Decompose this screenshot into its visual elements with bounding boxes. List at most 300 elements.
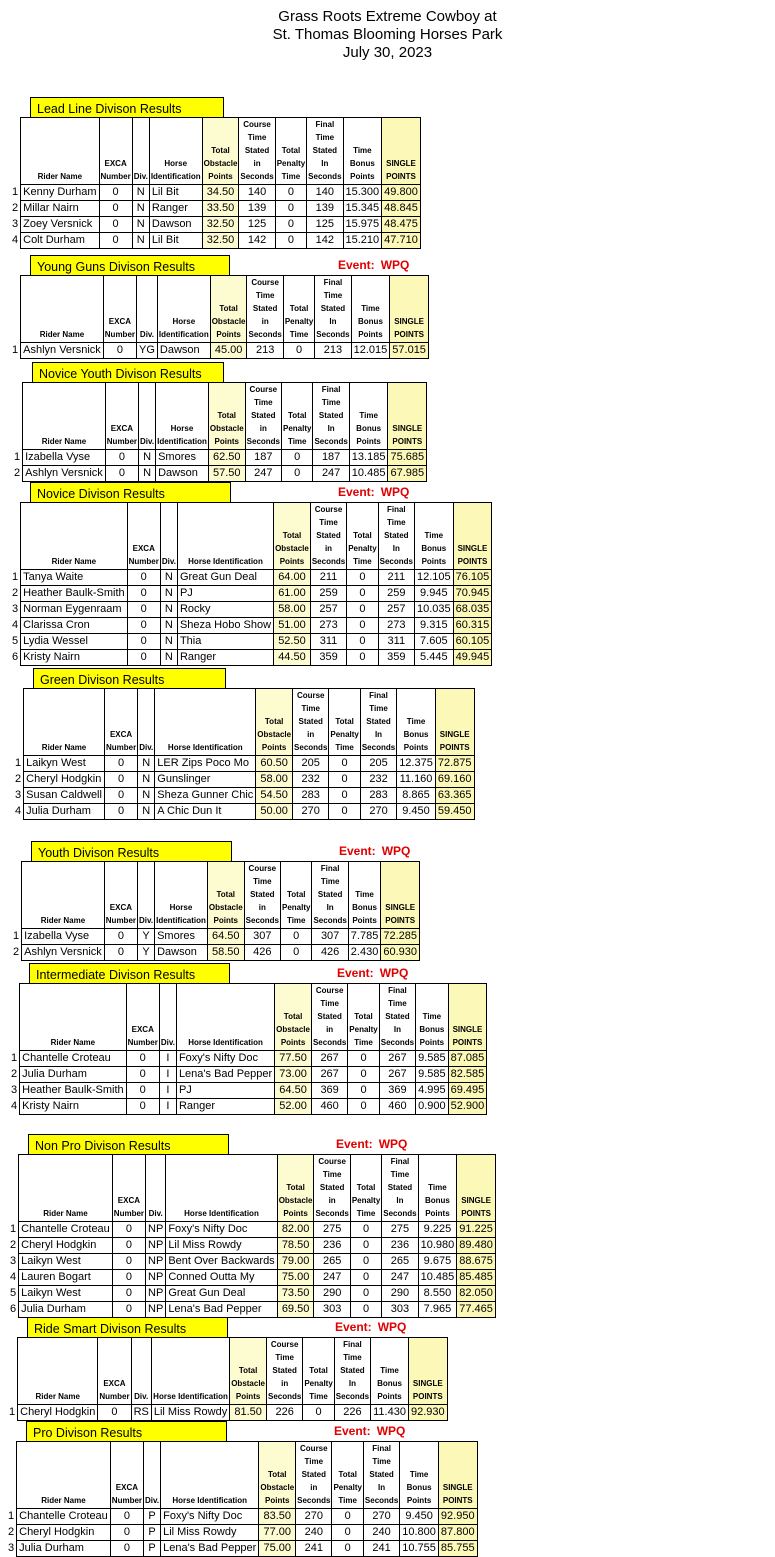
division-cell: N — [160, 618, 177, 634]
total-penalty-time-header: Total Penalty Time — [275, 118, 306, 185]
course-time-header: Course Time Stated in Seconds — [239, 118, 275, 185]
division-cell: N — [138, 772, 155, 788]
row-number-header — [4, 1155, 19, 1222]
event-prefix: Event: — [339, 844, 376, 858]
table-row — [5, 1067, 487, 1083]
placing-cell: 4 — [10, 1271, 17, 1283]
event-label — [337, 966, 408, 980]
total-obstacle-points-cell: 58.00 — [274, 602, 311, 618]
total-obstacle-points-cell: 52.50 — [274, 634, 311, 650]
table-row — [6, 185, 420, 201]
course-time-cell: 267 — [311, 1051, 347, 1067]
rider-name-cell: Julia Durham — [17, 1541, 111, 1557]
table-header-row — [9, 689, 474, 756]
total-penalty-time-header: Total Penalty Time — [348, 984, 379, 1051]
placing-cell: 1 — [12, 186, 19, 198]
horse-identification-cell: Thia — [177, 634, 273, 650]
total-penalty-time-cell: 0 — [283, 343, 314, 359]
single-points-cell: 77.465 — [457, 1302, 496, 1318]
total-penalty-time-cell: 0 — [281, 929, 312, 945]
final-time-cell: 267 — [379, 1051, 415, 1067]
placing-cell: 1 — [8, 1510, 15, 1522]
table-row — [7, 945, 419, 961]
total-obstacle-points-header: Total Obstacle Points — [277, 1155, 314, 1222]
horse-identification-cell: Bent Over Backwards — [166, 1254, 277, 1270]
exca-number-cell: 0 — [126, 1083, 159, 1099]
time-bonus-points-cell: 9.675 — [418, 1254, 457, 1270]
rider-name-cell: Izabella Vyse — [23, 450, 106, 466]
exca-number-cell: 0 — [110, 1509, 143, 1525]
total-obstacle-points-cell: 81.50 — [230, 1405, 267, 1421]
rider-name-cell: Chantelle Croteau — [19, 1222, 113, 1238]
placing-cell: 4 — [12, 619, 19, 631]
single-points-cell: 47.710 — [382, 233, 421, 249]
division-header: Div. — [137, 276, 158, 343]
total-penalty-time-cell: 0 — [350, 1270, 381, 1286]
total-penalty-time-cell: 0 — [347, 634, 378, 650]
final-time-cell: 211 — [378, 570, 414, 586]
division-cell: N — [132, 217, 149, 233]
total-penalty-time-cell: 0 — [329, 772, 360, 788]
division-title: Intermediate Divison Results — [29, 963, 230, 983]
event-label — [336, 1137, 407, 1151]
course-time-cell: 139 — [239, 201, 275, 217]
time-bonus-points-cell: 15.975 — [343, 217, 382, 233]
placing-cell: 4 — [11, 1100, 18, 1112]
placing-cell: 1 — [9, 1406, 16, 1418]
exca-number-cell: 0 — [99, 201, 132, 217]
single-points-cell: 72.875 — [435, 756, 474, 772]
horse-identification-cell: PJ — [176, 1083, 274, 1099]
single-points-cell: 85.755 — [438, 1541, 477, 1557]
division-cell: NP — [146, 1238, 166, 1254]
final-time-cell: 247 — [313, 466, 349, 482]
single-points-cell: 87.085 — [448, 1051, 487, 1067]
course-time-header: Course Time Stated in Seconds — [296, 1442, 332, 1509]
single-points-cell: 59.450 — [435, 804, 474, 820]
division-cell: NP — [146, 1222, 166, 1238]
rider-name-cell: Colt Durham — [21, 233, 99, 249]
single-points-cell: 85.485 — [457, 1270, 496, 1286]
table-row — [6, 634, 492, 650]
final-time-cell: 273 — [378, 618, 414, 634]
rider-name-cell: Kenny Durham — [21, 185, 99, 201]
single-points-cell: 68.035 — [453, 602, 492, 618]
placing-cell: 1 — [11, 1052, 18, 1064]
rider-name-cell: Laikyn West — [24, 756, 105, 772]
division-cell: Y — [138, 945, 155, 961]
division-cell: N — [160, 634, 177, 650]
exca-number-cell: 0 — [112, 1270, 145, 1286]
course-time-cell: 265 — [314, 1254, 350, 1270]
course-time-cell: 187 — [245, 450, 281, 466]
table-row — [5, 1051, 487, 1067]
exca-number-cell: 0 — [104, 788, 137, 804]
results-table — [8, 382, 427, 482]
course-time-header: Course Time Stated in Seconds — [310, 503, 346, 570]
time-bonus-points-cell: 15.210 — [343, 233, 382, 249]
course-time-header: Course Time Stated in Seconds — [244, 862, 280, 929]
horse-identification-cell: Foxy's Nifty Doc — [176, 1051, 274, 1067]
placing-cell: 1 — [13, 930, 20, 942]
placing-cell: 3 — [12, 603, 19, 615]
total-obstacle-points-cell: 54.50 — [256, 788, 293, 804]
time-bonus-points-cell: 13.185 — [349, 450, 388, 466]
horse-identification-cell: Great Gun Deal — [177, 570, 273, 586]
placing-cell: 2 — [10, 1239, 17, 1251]
table-row — [6, 233, 420, 249]
final-time-header: Final Time Stated In Seconds — [334, 1338, 370, 1405]
final-time-header: Final Time Stated In Seconds — [307, 118, 343, 185]
event-value: WPQ — [378, 1137, 408, 1151]
table-header-row — [8, 383, 427, 450]
division-title: Novice Divison Results — [30, 482, 231, 502]
course-time-header: Course Time Stated in Seconds — [247, 276, 283, 343]
single-points-cell: 89.480 — [457, 1238, 496, 1254]
division-cell: I — [159, 1083, 176, 1099]
table-header-row — [2, 1442, 477, 1509]
row-number-header — [6, 503, 21, 570]
placing-cell: 2 — [14, 467, 21, 479]
total-penalty-time-cell: 0 — [350, 1222, 381, 1238]
total-obstacle-points-header: Total Obstacle Points — [275, 984, 312, 1051]
exca-number-cell: 0 — [105, 466, 138, 482]
table-row — [6, 343, 428, 359]
total-obstacle-points-cell: 60.50 — [256, 756, 293, 772]
final-time-cell: 267 — [379, 1067, 415, 1083]
total-obstacle-points-header: Total Obstacle Points — [274, 503, 311, 570]
time-bonus-points-header: Time Bonus Points — [348, 862, 381, 929]
course-time-cell: 426 — [244, 945, 280, 961]
table-row — [4, 1286, 495, 1302]
horse-identification-cell: Lil Miss Rowdy — [161, 1525, 259, 1541]
total-penalty-time-cell: 0 — [350, 1254, 381, 1270]
final-time-cell: 240 — [363, 1525, 399, 1541]
placing-cell: 1 — [10, 1223, 17, 1235]
final-time-cell: 303 — [382, 1302, 418, 1318]
horse-identification-cell: Foxy's Nifty Doc — [166, 1222, 277, 1238]
placing-cell: 3 — [12, 218, 19, 230]
final-time-cell: 226 — [334, 1405, 370, 1421]
table-header-row — [7, 862, 419, 929]
final-time-cell: 369 — [379, 1083, 415, 1099]
placing-cell: 1 — [15, 757, 22, 769]
placing-cell: 1 — [12, 344, 19, 356]
division-cell: P — [144, 1541, 161, 1557]
final-time-cell: 359 — [378, 650, 414, 666]
final-time-cell: 307 — [312, 929, 348, 945]
table-row — [2, 1509, 477, 1525]
horse-identification-cell: Smores — [156, 450, 209, 466]
course-time-cell: 241 — [296, 1541, 332, 1557]
course-time-cell: 460 — [311, 1099, 347, 1115]
division-cell: N — [139, 450, 156, 466]
table-row — [5, 1083, 487, 1099]
header-line-3: July 30, 2023 — [342, 44, 433, 61]
placing-cell: 2 — [11, 1068, 18, 1080]
course-time-cell: 211 — [310, 570, 346, 586]
exca-number-cell: 0 — [126, 1099, 159, 1115]
rider-name-cell: Cheryl Hodgkin — [24, 772, 105, 788]
final-time-header: Final Time Stated In Seconds — [378, 503, 414, 570]
rider-name-header: Rider Name — [19, 1155, 113, 1222]
results-table — [3, 1337, 448, 1421]
rider-name-header: Rider Name — [20, 984, 127, 1051]
division-header: Div. — [139, 383, 156, 450]
placing-cell: 4 — [15, 805, 22, 817]
table-row — [7, 929, 419, 945]
time-bonus-points-header: Time Bonus Points — [371, 1338, 409, 1405]
total-penalty-time-header: Total Penalty Time — [332, 1442, 363, 1509]
rider-name-cell: Norman Eygenraam — [21, 602, 128, 618]
table-row — [2, 1525, 477, 1541]
total-obstacle-points-cell: 32.50 — [202, 217, 239, 233]
rider-name-cell: Heather Baulk-Smith — [21, 586, 128, 602]
total-penalty-time-header: Total Penalty Time — [281, 862, 312, 929]
table-row — [6, 650, 492, 666]
total-obstacle-points-cell: 78.50 — [277, 1238, 314, 1254]
single-points-cell: 60.930 — [381, 945, 420, 961]
exca-number-cell: 0 — [99, 233, 132, 249]
table-row — [6, 201, 420, 217]
course-time-cell: 270 — [293, 804, 329, 820]
rider-name-cell: Kristy Nairn — [20, 1099, 127, 1115]
horse-identification-header: Horse Identification — [177, 503, 273, 570]
course-time-cell: 213 — [247, 343, 283, 359]
horse-identification-cell: Gunslinger — [155, 772, 256, 788]
time-bonus-points-cell: 10.800 — [400, 1525, 439, 1541]
division-header: Div. — [144, 1442, 161, 1509]
time-bonus-points-cell: 7.785 — [348, 929, 381, 945]
total-penalty-time-cell: 0 — [348, 1051, 379, 1067]
event-prefix: Event: — [337, 966, 374, 980]
division-cell: P — [144, 1525, 161, 1541]
event-value: WPQ — [376, 1424, 406, 1438]
time-bonus-points-cell: 9.945 — [414, 586, 453, 602]
division-cell: N — [132, 201, 149, 217]
division-cell: N — [138, 804, 155, 820]
placing-cell: 5 — [10, 1287, 17, 1299]
division-cell: N — [132, 233, 149, 249]
time-bonus-points-cell: 9.450 — [400, 1509, 439, 1525]
final-time-cell: 460 — [379, 1099, 415, 1115]
final-time-cell: 426 — [312, 945, 348, 961]
horse-identification-cell: Lil Miss Rowdy — [166, 1238, 277, 1254]
results-table — [6, 275, 429, 359]
division-cell: N — [160, 650, 177, 666]
table-row — [4, 1222, 495, 1238]
rider-name-cell: Ashlyn Versnick — [21, 343, 104, 359]
division-cell: I — [159, 1099, 176, 1115]
division-header: Div. — [146, 1155, 166, 1222]
exca-number-cell: 0 — [126, 1067, 159, 1083]
final-time-header: Final Time Stated In Seconds — [313, 383, 349, 450]
rider-name-header: Rider Name — [23, 383, 106, 450]
horse-identification-cell: Lil Bit — [149, 233, 202, 249]
total-penalty-time-cell: 0 — [348, 1099, 379, 1115]
total-obstacle-points-header: Total Obstacle Points — [230, 1338, 267, 1405]
course-time-cell: 270 — [296, 1509, 332, 1525]
single-points-cell: 52.900 — [448, 1099, 487, 1115]
final-time-cell: 142 — [307, 233, 343, 249]
course-time-cell: 236 — [314, 1238, 350, 1254]
rider-name-cell: Tanya Waite — [21, 570, 128, 586]
event-value: WPQ — [380, 485, 410, 499]
total-penalty-time-cell: 0 — [347, 618, 378, 634]
exca-number-cell: 0 — [126, 1051, 159, 1067]
exca-number-cell: 0 — [104, 804, 137, 820]
exca-number-cell: 0 — [112, 1238, 145, 1254]
division-cell: N — [138, 788, 155, 804]
total-penalty-time-cell: 0 — [347, 650, 378, 666]
horse-identification-cell: Smores — [155, 929, 208, 945]
table-header-row — [6, 503, 492, 570]
course-time-cell: 247 — [314, 1270, 350, 1286]
row-number-header — [7, 862, 22, 929]
exca-number-cell: 0 — [127, 586, 160, 602]
exca-number-cell: 0 — [127, 650, 160, 666]
time-bonus-points-cell: 15.345 — [343, 201, 382, 217]
division-title: Lead Line Divison Results — [30, 97, 224, 117]
total-obstacle-points-cell: 64.00 — [274, 570, 311, 586]
course-time-header: Course Time Stated in Seconds — [266, 1338, 302, 1405]
single-points-cell: 67.985 — [388, 466, 427, 482]
total-penalty-time-cell: 0 — [347, 586, 378, 602]
horse-identification-cell: Lena's Bad Pepper — [161, 1541, 259, 1557]
total-obstacle-points-cell: 51.00 — [274, 618, 311, 634]
table-row — [9, 788, 474, 804]
course-time-cell: 232 — [293, 772, 329, 788]
course-time-cell: 247 — [245, 466, 281, 482]
final-time-cell: 259 — [378, 586, 414, 602]
exca-number-cell: 0 — [127, 618, 160, 634]
division-title: Non Pro Divison Results — [28, 1134, 229, 1154]
single-points-cell: 91.225 — [457, 1222, 496, 1238]
total-obstacle-points-cell: 57.50 — [208, 466, 245, 482]
total-obstacle-points-cell: 75.00 — [277, 1270, 314, 1286]
single-points-cell: 63.365 — [435, 788, 474, 804]
time-bonus-points-cell: 10.980 — [418, 1238, 457, 1254]
single-points-header: SINGLE POINTS — [388, 383, 427, 450]
single-points-cell: 57.015 — [390, 343, 429, 359]
results-table — [4, 1154, 496, 1318]
total-penalty-time-cell: 0 — [332, 1525, 363, 1541]
total-penalty-time-cell: 0 — [348, 1083, 379, 1099]
total-penalty-time-cell: 0 — [282, 466, 313, 482]
rider-name-cell: Susan Caldwell — [24, 788, 105, 804]
results-table — [9, 688, 475, 820]
final-time-cell: 311 — [378, 634, 414, 650]
rider-name-cell: Millar Nairn — [21, 201, 99, 217]
table-row — [4, 1270, 495, 1286]
table-row — [6, 217, 420, 233]
total-penalty-time-cell: 0 — [350, 1286, 381, 1302]
final-time-header: Final Time Stated In Seconds — [363, 1442, 399, 1509]
final-time-cell: 232 — [360, 772, 396, 788]
single-points-header: SINGLE POINTS — [453, 503, 492, 570]
table-row — [6, 618, 492, 634]
report-header — [0, 8, 775, 62]
exca-number-cell: 0 — [127, 602, 160, 618]
course-time-cell: 142 — [239, 233, 275, 249]
final-time-cell: 283 — [360, 788, 396, 804]
time-bonus-points-cell: 4.995 — [416, 1083, 449, 1099]
course-time-cell: 257 — [310, 602, 346, 618]
division-header: Div. — [131, 1338, 151, 1405]
total-obstacle-points-cell: 32.50 — [202, 233, 239, 249]
total-obstacle-points-cell: 82.00 — [277, 1222, 314, 1238]
division-cell: N — [132, 185, 149, 201]
horse-identification-header: Horse Identification — [166, 1155, 277, 1222]
row-number-header — [5, 984, 20, 1051]
single-points-cell: 75.685 — [388, 450, 427, 466]
exca-number-cell: 0 — [104, 929, 137, 945]
exca-number-header: EXCA Number — [112, 1155, 145, 1222]
division-title: Ride Smart Divison Results — [27, 1317, 228, 1337]
event-value: WPQ — [380, 258, 410, 272]
total-obstacle-points-cell: 58.00 — [256, 772, 293, 788]
placing-cell: 2 — [8, 1526, 15, 1538]
total-penalty-time-header: Total Penalty Time — [283, 276, 314, 343]
exca-number-header: EXCA Number — [105, 383, 138, 450]
horse-identification-cell: Conned Outta My — [166, 1270, 277, 1286]
rider-name-cell: Zoey Versnick — [21, 217, 99, 233]
horse-identification-cell: Lil Miss Rowdy — [151, 1405, 229, 1421]
rider-name-header: Rider Name — [24, 689, 105, 756]
event-value: WPQ — [379, 966, 409, 980]
division-header: Div. — [132, 118, 149, 185]
single-points-cell: 88.675 — [457, 1254, 496, 1270]
course-time-cell: 226 — [266, 1405, 302, 1421]
exca-number-cell: 0 — [112, 1286, 145, 1302]
horse-identification-cell: Foxy's Nifty Doc — [161, 1509, 259, 1525]
division-cell: I — [159, 1051, 176, 1067]
horse-identification-cell: Lil Bit — [149, 185, 202, 201]
total-obstacle-points-cell: 77.00 — [259, 1525, 296, 1541]
division-cell: NP — [146, 1286, 166, 1302]
time-bonus-points-cell: 9.450 — [397, 804, 436, 820]
single-points-cell: 69.160 — [435, 772, 474, 788]
course-time-header: Course Time Stated in Seconds — [311, 984, 347, 1051]
table-row — [8, 450, 427, 466]
table-row — [4, 1302, 495, 1318]
horse-identification-header: Horse Identification — [156, 383, 209, 450]
rider-name-cell: Cheryl Hodgkin — [18, 1405, 98, 1421]
division-cell: NP — [146, 1270, 166, 1286]
row-number-header — [3, 1338, 18, 1405]
placing-cell: 6 — [10, 1303, 17, 1315]
final-time-cell: 205 — [360, 756, 396, 772]
course-time-header: Course Time Stated in Seconds — [293, 689, 329, 756]
header-line-1: Grass Roots Extreme Cowboy at — [278, 8, 497, 25]
exca-number-header: EXCA Number — [126, 984, 159, 1051]
single-points-cell: 70.945 — [453, 586, 492, 602]
single-points-cell: 60.315 — [453, 618, 492, 634]
horse-identification-cell: Rocky — [177, 602, 273, 618]
rider-name-header: Rider Name — [21, 118, 99, 185]
total-obstacle-points-cell: 52.00 — [275, 1099, 312, 1115]
single-points-cell: 49.945 — [453, 650, 492, 666]
division-cell: Y — [138, 929, 155, 945]
rider-name-cell: Laikyn West — [19, 1254, 113, 1270]
single-points-cell: 69.495 — [448, 1083, 487, 1099]
exca-number-header: EXCA Number — [104, 689, 137, 756]
single-points-header: SINGLE POINTS — [382, 118, 421, 185]
placing-cell: 1 — [12, 571, 19, 583]
course-time-cell: 307 — [244, 929, 280, 945]
table-row — [9, 772, 474, 788]
division-cell: YG — [137, 343, 158, 359]
